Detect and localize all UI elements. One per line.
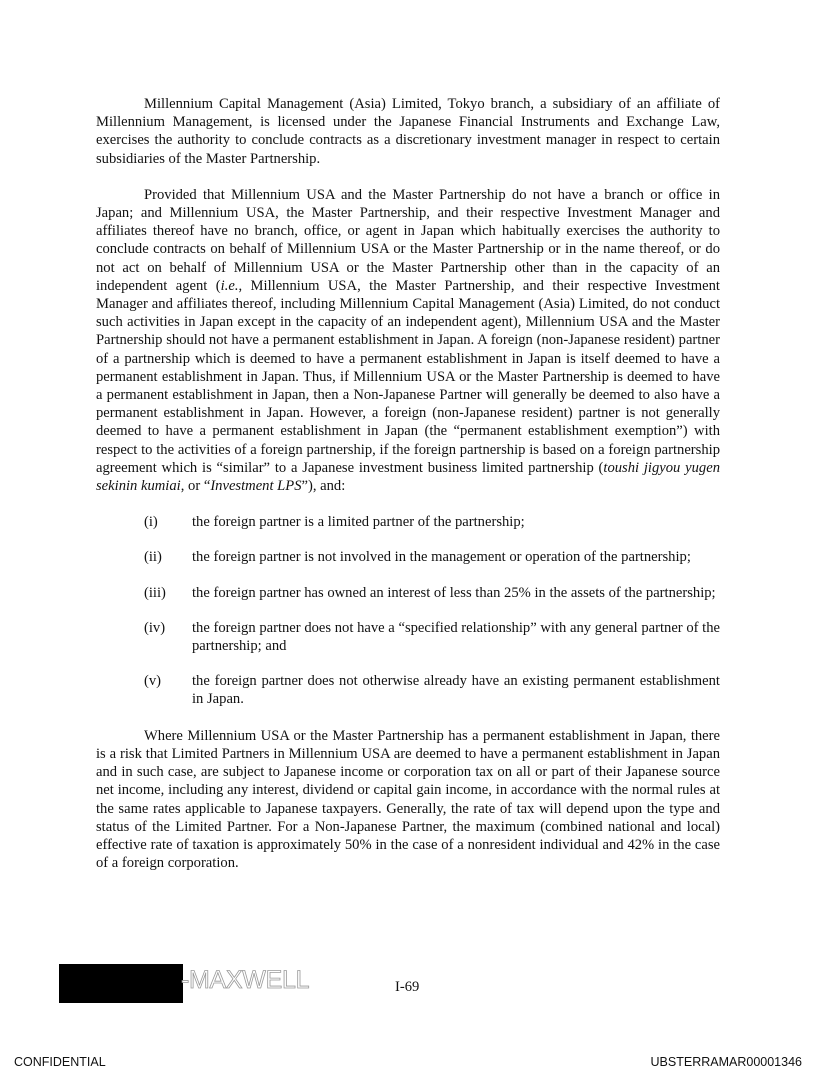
condition-marker: (ii)	[144, 549, 162, 566]
condition-item	[96, 513, 720, 531]
condition-item	[96, 584, 720, 602]
italic-text-segment: i.e.	[220, 277, 239, 294]
condition-marker: (iv)	[144, 619, 166, 636]
text-segment: ”), and:	[301, 478, 346, 495]
text-segment: Millennium Capital Management (Asia) Limited, Tokyo branch, a subsidiary of an affiliate of Millennium Management, is licensed under the Japanese Financial Instruments and Exchange Law, exercises the authority to conclude contracts as a discretionary investment manager in respect to certain subsidiaries of the Master Partnership.	[96, 96, 720, 167]
page-number: I-69	[395, 979, 420, 995]
condition-text: the foreign partner has owned an interest of less than 25% in the assets of the partnership;	[192, 584, 716, 601]
text-segment: , Millennium USA, the Master Partnership, and their respective Investment Manager and affiliates thereof, including Millennium Capital Management (Asia) Limited, do not conduct such activities in Japan except in the capacity of an independent agent), Millennium USA and the Master Partnership should not have a permanent establishment in Japan. A foreign (non-Japanese resident) partner of a partnership which is deemed to have a permanent establishment in Japan is itself deemed to have a permanent establishment in Japan. Thus, if Millennium USA or the Master Partnership is deemed to have a permanent establishment in Japan, then a Non-Japanese Partner will generally be deemed to also have a permanent establishment in Japan. However, a foreign (non-Japanese resident) partner is not generally deemed to have a permanent establishment in Japan (the “permanent establishment exemption”) with respect to the activities of a foreign partnership, if the foreign partnership is based on a foreign partnership agreement which is “similar” to a Japanese investment business limited partnership (	[96, 277, 720, 476]
condition-text: the foreign partner does not otherwise already have an existing permanent establishment in Japan.	[192, 673, 720, 708]
condition-text: the foreign partner is not involved in the management or operation of the partnership;	[192, 549, 691, 566]
condition-marker: (v)	[144, 673, 162, 690]
condition-text: the foreign partner is a limited partner of the partnership;	[192, 514, 525, 531]
conditions-list	[96, 513, 720, 708]
redaction-box	[59, 964, 183, 1003]
paragraph-permanent-establishment	[96, 186, 720, 495]
document-body	[96, 95, 720, 890]
paragraph-tokyo-branch	[96, 95, 720, 168]
condition-item	[96, 672, 720, 708]
condition-marker: (i)	[144, 514, 158, 531]
italic-text-segment: Investment LPS	[210, 478, 302, 495]
condition-text: the foreign partner does not have a “specified relationship” with any general partner of the partnership; and	[192, 619, 720, 655]
condition-marker: (iii)	[144, 584, 166, 601]
confidential-label: CONFIDENTIAL	[14, 1055, 106, 1069]
condition-item	[96, 548, 720, 566]
text-segment: , or “	[180, 478, 211, 495]
bates-number: UBSTERRAMAR00001346	[650, 1055, 802, 1069]
condition-item	[96, 619, 720, 655]
paragraph-tax-risk: Where Millennium USA or the Master Partnership has a permanent establishment in Japan, there is a risk that Limited Partners in Millennium USA are deemed to have a permanent establishment in Japan and in such case, are subject to Japanese income or corporation tax on all or part of their Japanese source net income, including any interest, dividend or capital gain income, in accordance with the normal rules at the same rates applicable to Japanese taxpayers. Generally, the rate of tax will depend upon the type and status of the Limited Partner. For a Non-Japanese Partner, the maximum (combined national and local) effective rate of taxation is approximately 50% in the case of a nonresident individual and 42% in the case of a foreign corporation.	[96, 727, 720, 872]
italic-text-segment: toushi jigyou yugen sekinin kumiai	[96, 459, 720, 495]
watermark-text: -MAXWELL	[181, 966, 310, 994]
text-segment: Provided that Millennium USA and the Master Partnership do not have a branch or office in Japan; and Millennium USA, the Master Partnership, and their respective Investment Manager and affiliates thereof have no branch, office, or agent in Japan which habitually exercises the authority to conclude contracts on behalf of Millennium USA or the Master Partnership or in the name thereof, or do not act on behalf of Millennium USA or the Master Partnership other than in the capacity of an independent agent (	[96, 186, 720, 294]
